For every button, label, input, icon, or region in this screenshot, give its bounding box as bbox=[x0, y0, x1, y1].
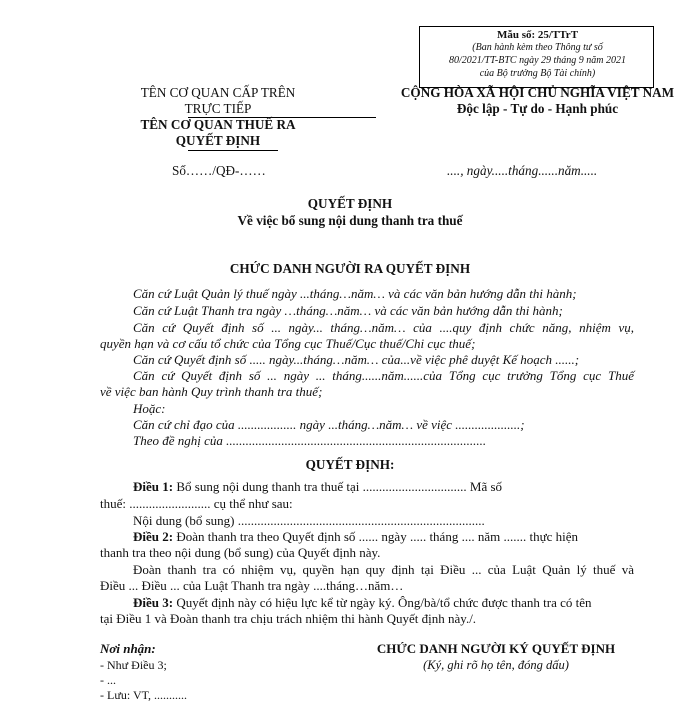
article-1-text: Bổ sung nội dung thanh tra thuế tại ................................ Mã số bbox=[176, 479, 503, 494]
article-1-line: Nội dung (bổ sung) ............................................................................ bbox=[133, 513, 485, 528]
signer-note: (Ký, ghi rõ họ tên, đóng dấu) bbox=[423, 658, 569, 672]
article-3-line: tại Điều 1 và Đoàn thanh tra chịu trách nhiệm thi hành Quyết định này./. bbox=[100, 611, 477, 626]
country-name: CỘNG HÒA XÃ HỘI CHỦ NGHĨA VIỆT NAM bbox=[400, 85, 675, 100]
agency-name-line-2: QUYẾT ĐỊNH bbox=[175, 133, 261, 148]
article-2-line bbox=[133, 529, 634, 545]
recipient-item: - Lưu: VT, ........... bbox=[100, 688, 188, 702]
recipient-item: - ... bbox=[100, 673, 116, 687]
form-issuance-line-2: 80/2021/TT-BTC ngày 29 tháng 9 năm 2021 bbox=[448, 55, 627, 66]
article-2-label: Điều 2: bbox=[133, 529, 174, 544]
article-2-line: Đoàn thanh tra có nhiệm vụ, quyền hạn quy định tại Điều ... của Luật Quản lý thuế và bbox=[133, 562, 634, 577]
basis-line: về việc ban hành Quy trình thanh tra thuế; bbox=[100, 384, 323, 399]
basis-line: Căn cứ Quyết định số ... ngày... tháng…năm… của ....quy định chức năng, nhiệm vụ, bbox=[133, 320, 634, 335]
form-issuance-line-3: của Bộ trưởng Bộ Tài chính) bbox=[479, 68, 596, 79]
article-3-label: Điều 3: bbox=[133, 595, 174, 610]
agency-name-underline bbox=[188, 150, 278, 151]
document-title: QUYẾT ĐỊNH bbox=[307, 196, 393, 211]
article-1-label: Điều 1: bbox=[133, 479, 174, 494]
article-1-line: thuế: ......................... cụ thể như sau: bbox=[100, 496, 293, 511]
basis-line: Căn cứ Luật Quản lý thuế ngày ...tháng…năm… và các văn bản hướng dẫn thi hành; bbox=[133, 286, 577, 301]
document-subject: Về việc bổ sung nội dung thanh tra thuế bbox=[237, 213, 463, 228]
article-2-line: Điều ... Điều ... của Luật Thanh tra ngày ....tháng…năm… bbox=[100, 578, 404, 593]
basis-line: Căn cứ Quyết định số ..... ngày...tháng…năm… của...về việc phê duyệt Kế hoạch ......; bbox=[133, 352, 580, 367]
article-1-line bbox=[133, 479, 634, 495]
issuer-title: CHỨC DANH NGƯỜI RA QUYẾT ĐỊNH bbox=[229, 261, 471, 276]
agency-parent-line-2: TRỰC TIẾP bbox=[184, 101, 252, 116]
form-code: Mẫu số: 25/TTrT bbox=[496, 29, 579, 41]
basis-line: Hoặc: bbox=[133, 401, 166, 416]
basis-line: Căn cứ chỉ đạo của .................. ngày ...tháng…năm… về việc ....................; bbox=[133, 417, 525, 432]
article-3-text: Quyết định này có hiệu lực kể từ ngày ký. Ông/bà/tổ chức được thanh tra có tên bbox=[176, 595, 592, 610]
basis-line: Căn cứ Luật Thanh tra ngày …tháng…năm… và các văn bản hướng dẫn thi hành; bbox=[133, 303, 563, 318]
recipient-item: - Như Điều 3; bbox=[100, 658, 167, 672]
basis-line: Căn cứ Quyết định số ... ngày ... tháng......năm......của Tổng cục trưởng Tổng cục Thuế bbox=[133, 368, 634, 383]
form-code-box bbox=[419, 26, 654, 88]
basis-line: quyền hạn và cơ cấu tổ chức của Tổng cục Thuế/Cục thuế/Chi cục thuế; bbox=[100, 336, 476, 351]
agency-name-line-1: TÊN CƠ QUAN THUẾ RA bbox=[140, 117, 296, 132]
national-motto: Độc lập - Tự do - Hạnh phúc bbox=[456, 101, 619, 116]
form-issuance-line-1: (Ban hành kèm theo Thông tư số bbox=[472, 42, 603, 53]
signer-title: CHỨC DANH NGƯỜI KÝ QUYẾT ĐỊNH bbox=[376, 641, 616, 656]
recipients-label: Nơi nhận: bbox=[100, 641, 156, 656]
article-3-line bbox=[133, 595, 634, 611]
basis-line: Theo đề nghị của ................................................................................ bbox=[133, 433, 487, 448]
article-2-line: thanh tra theo nội dung (bổ sung) của Quyết định này. bbox=[100, 545, 381, 560]
agency-parent-line-1: TÊN CƠ QUAN CẤP TRÊN bbox=[140, 85, 296, 100]
article-2-text: Đoàn thanh tra theo Quyết định số ...... ngày ..... tháng .... năm ....... thực hiện bbox=[176, 529, 579, 544]
decision-date: ...., ngày.....tháng......năm..... bbox=[447, 163, 598, 178]
decision-heading: QUYẾT ĐỊNH: bbox=[305, 457, 395, 472]
decision-number: Số……/QĐ-…… bbox=[172, 163, 266, 178]
